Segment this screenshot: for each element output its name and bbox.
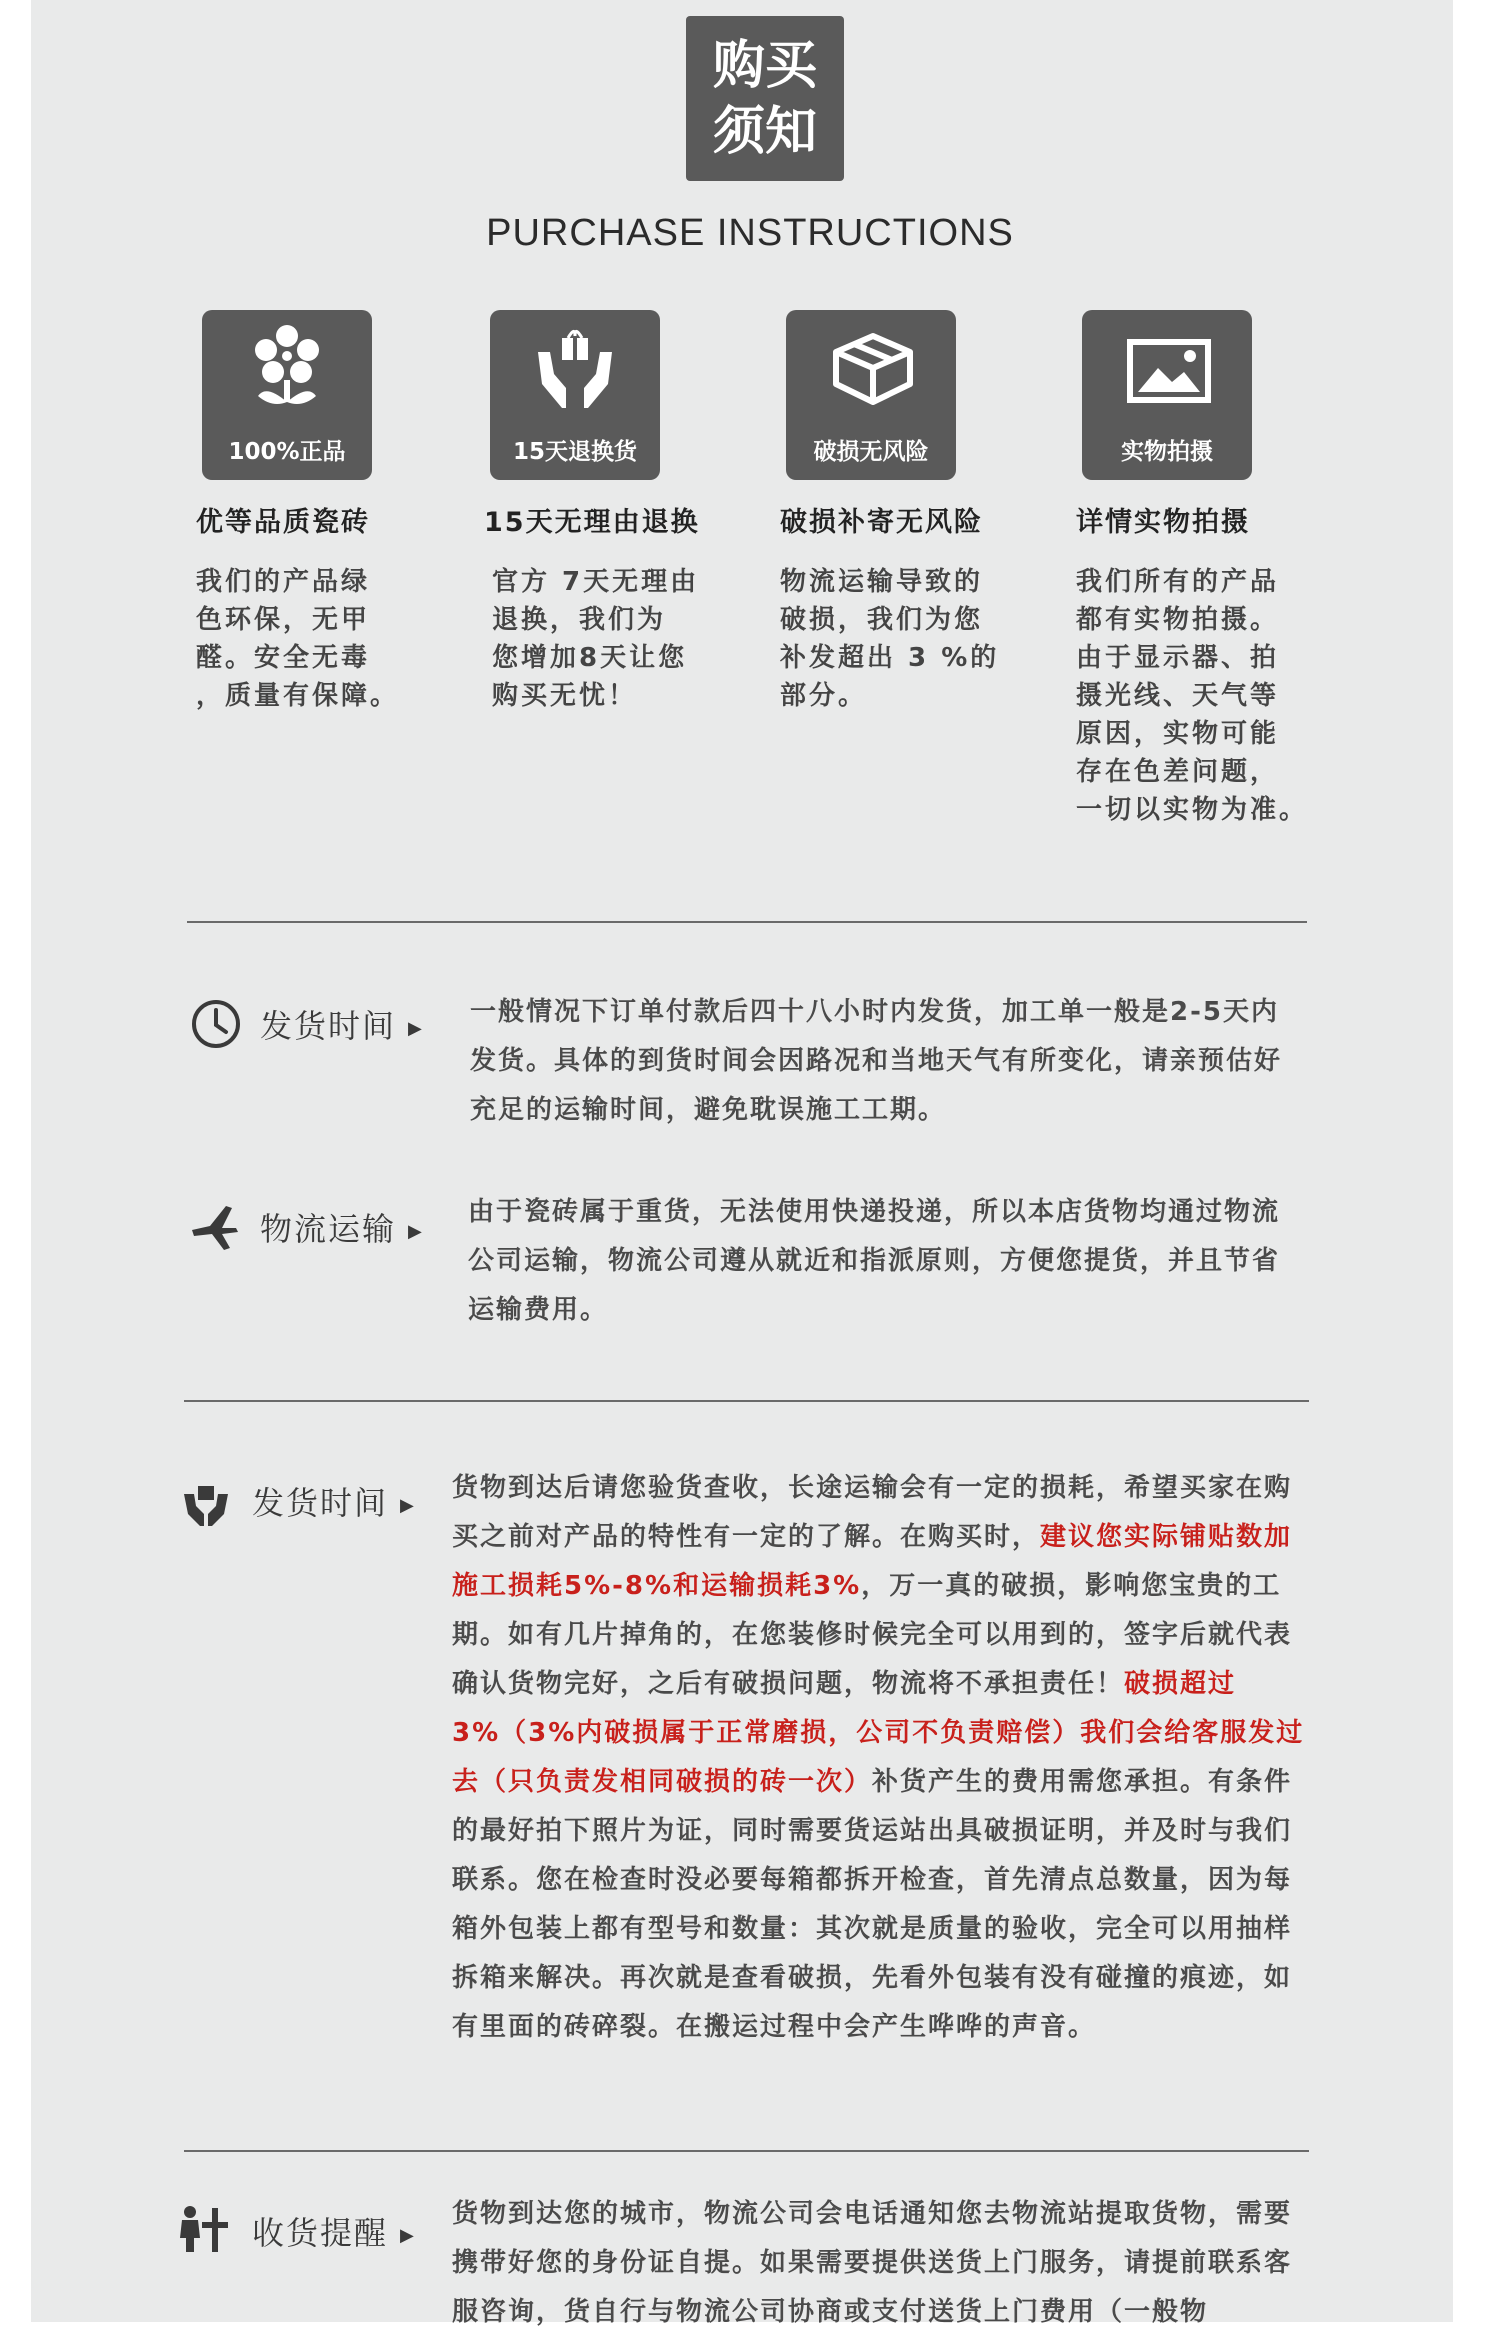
feature-icon-box [1082,310,1252,480]
arrow-right-icon: ▶ [408,1017,424,1039]
feature-title: 详情实物拍摄 [1076,507,1250,538]
feature-icon-box [490,310,660,480]
section-text-receipt: 货物到达您的城市，物流公司会电话通知您去物流站提取货物，需要携带好您的身份证自提。如果需要提供送货上门服务，请提前联系客服咨询，货自行与物流公司协商或支付送货上门费用（一般物 [452,2199,1293,2327]
arrow-right-icon: ▶ [400,1494,416,1516]
airplane-icon [188,1200,240,1256]
divider [187,921,1307,923]
feature-return [484,310,744,715]
section-text-inspection [452,1464,1308,2052]
clock-icon [190,998,242,1054]
feature-badge: 15天退换货 [512,439,637,465]
section-text-ship-time: 一般情况下订单付款后四十八小时内发货，加工单一般是2-5天内发货。具体的到货时间会因路况和当地天气有所变化，请亲预估好充足的运输时间，避免耽误施工工期。 [470,997,1283,1125]
feature-badge: 破损无风险 [813,439,929,465]
title-box [686,16,844,181]
section-label-logistics [260,1204,424,1250]
feature-desc: 物流运输导致的 破损，我们为您 补发超出 3 %的 部分。 [780,567,1000,711]
feature-title: 15天无理由退换 [484,507,700,538]
feature-desc: 我们的产品绿 色环保，无甲 醛。安全无毒 ，质量有保障。 [196,567,400,711]
title-line2: 须知 [712,101,817,162]
divider [184,2150,1309,2152]
feature-damage [780,310,1040,715]
page-subtitle: PURCHASE INSTRUCTIONS [486,212,1014,254]
feature-desc: 官方 7天无理由 退换，我们为 您增加8天让您 购买无忧！ [492,567,700,711]
feature-title: 破损补寄无风险 [780,507,983,538]
feature-icon-box [202,310,372,480]
feature-badge: 100%正品 [228,439,346,465]
title-line1: 购买 [712,35,817,96]
inspection-text-1: 货物到达后请您验货查收，长途运输会有一定的损耗，希望买家在购买之前对产品的特性有一定的了解。在购买时， [452,1473,1293,1552]
section-label-text: 物流运输 [260,1210,397,1248]
section-label-ship-time [260,1001,424,1047]
inspection-text-3: 补货产生的费用需您承担。有条件的最好拍下照片为证，同时需要货运站出具破损证明，并及时与我们联系。您在检查时没必要每箱都拆开检查，首先清点总数量，因为每箱外包装上都有型号和数量：其次就是质量的验收，完全可以用抽样拆箱来解决。再次就是查看破损，先看外包装有没有碰撞的痕迹，如有里面的砖碎裂。在搬运过程中会产生哗哗的声音。 [452,1767,1293,2042]
inspection-text-2: ，万一真的破损，影响您宝贵的工期。如有几片掉角的，在您装修时候完全可以用到的，签字后就代表确认货物完好，之后有破损问题，物流将不承担责任！ [452,1571,1293,1699]
section-label-inspection [252,1478,416,1524]
section-label-receipt [252,2208,416,2254]
section-label-text: 发货时间 [260,1007,397,1045]
feature-quality [196,310,456,715]
section-label-text: 发货时间 [252,1484,389,1522]
arrow-right-icon: ▶ [400,2224,416,2246]
inspection-highlight-2: 破损超过3%（3%内破损属于正常磨损，公司不负责赔偿）我们会给客服发过去（只负责发相同破损的砖一次） [452,1669,1305,1797]
delivery-icon [176,2204,232,2258]
section-label-text: 收货提醒 [252,2214,389,2252]
feature-icon-box [786,310,956,480]
flower-icon [244,322,330,422]
box-icon [828,322,918,422]
arrow-right-icon: ▶ [408,1220,424,1242]
divider [184,1400,1309,1402]
hands-gift-icon [532,322,618,422]
feature-title: 优等品质瓷砖 [196,507,370,538]
inspection-highlight-1: 建议您实际铺贴数加施工损耗5%-8%和运输损耗3% [452,1522,1293,1601]
feature-desc: 我们所有的产品 都有实物拍摄。 由于显示器、拍 摄光线、天气等 原因，实物可能 存在色差问题， 一切以实物为准。 [1076,567,1309,825]
feature-photo [1076,310,1336,829]
hands-box-icon [182,1480,230,1532]
picture-icon [1124,322,1214,422]
section-text-logistics: 由于瓷砖属于重货，无法使用快递投递，所以本店货物均通过物流公司运输，物流公司遵从就近和指派原则，方便您提货，并且节省运输费用。 [468,1197,1281,1325]
feature-badge: 实物拍摄 [1121,439,1213,465]
